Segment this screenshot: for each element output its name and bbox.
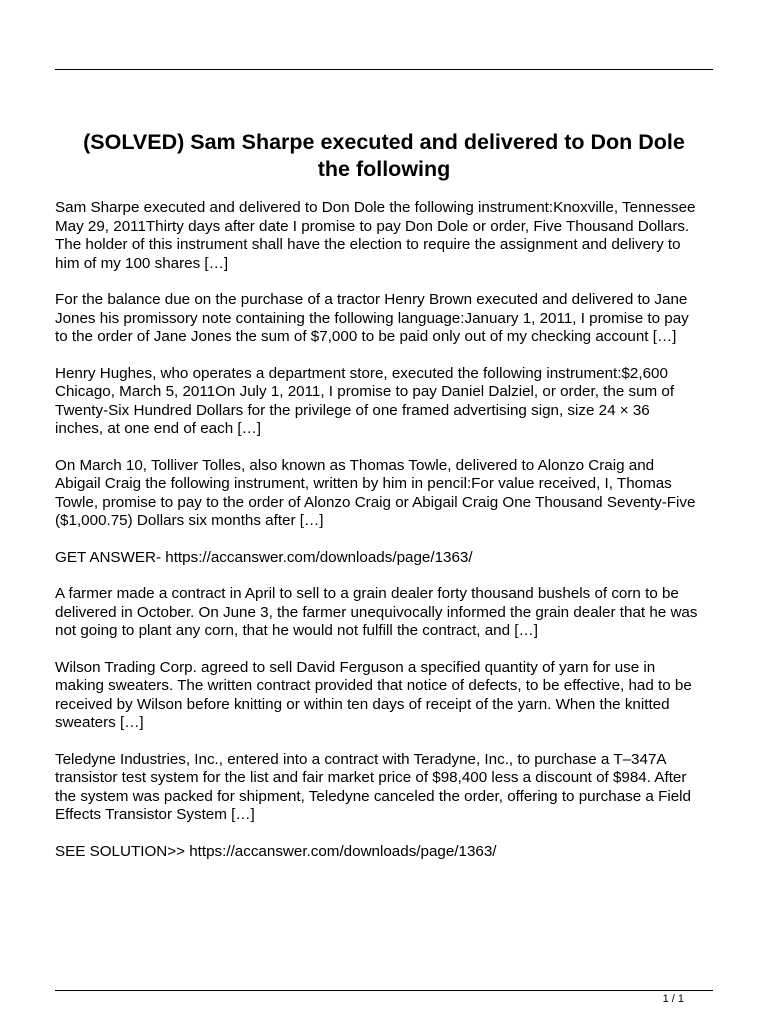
get-answer-link[interactable]: GET ANSWER- https://accanswer.com/downloads/page/1363/ [55,548,473,566]
title-line: (SOLVED) Sam Sharpe executed and delivered to Don Dole [83,130,685,154]
paragraph-wilson-trading [55,659,713,733]
title-line: the following [317,157,451,181]
paragraph-see-solution [55,843,713,862]
document-body [55,199,713,879]
header-rule [55,69,713,70]
text-line: Henry Hughes, who operates a department store, executed the following instrument:$2,600 [55,364,668,382]
text-line: On March 10, Tolliver Tolles, also known as Thomas Towle, delivered to Alonzo Craig and [55,456,655,474]
text-line: delivered in October. On June 3, the farmer unequivocally informed the grain dealer that he was [55,603,698,621]
paragraph-sam-sharpe [55,199,713,273]
text-line: For the balance due on the purchase of a tractor Henry Brown executed and delivered to Jane [55,291,688,308]
paragraph-tolliver-tolles [55,457,713,531]
text-line: The holder of this instrument shall have the election to require the assignment and delivery to [55,236,681,253]
text-line: Jones his promissory note containing the following language:January 1, 2011, I promise to pay [55,309,689,327]
text-line: Sam Sharpe executed and delivered to Don Dole the following instrument:Knoxville, Tennessee [55,199,696,216]
see-solution-link[interactable]: SEE SOLUTION>> https://accanswer.com/downloads/page/1363/ [55,842,497,860]
text-line: A farmer made a contract in April to sell to a grain dealer forty thousand bushels of corn to be [55,585,679,602]
text-line: Abigail Craig the following instrument, written by him in pencil:For value received, I, Thomas [55,475,672,492]
text-line: sweaters […] [55,714,144,731]
text-line: Teledyne Industries, Inc., entered into a contract with Teradyne, Inc., to purchase a T–347A [55,750,667,768]
text-line: to the order of Jane Jones the sum of $7,000 to be paid only out of my checking account […] [55,328,677,345]
paragraph-teledyne [55,751,713,825]
text-line: May 29, 2011Thirty days after date I promise to pay Don Dole or order, Five Thousand Dollars. [55,217,690,235]
text-line: Twenty-Six Hundred Dollars for the privilege of one framed advertising sign, size 24 × 36 [55,401,650,419]
text-line: received by Wilson before knitting or within ten days of receipt of the yarn. When the knitted [55,695,670,713]
footer-rule [55,990,713,991]
paragraph-henry-hughes [55,365,713,439]
text-line: the system was packed for shipment, Teledyne canceled the order, offering to purchase a Field [55,787,691,805]
text-line: inches, at one end of each […] [55,420,262,437]
text-line: transistor test system for the list and fair market price of $98,400 less a discount of $984. After [55,769,687,786]
paragraph-henry-brown [55,291,713,347]
text-line: him of my 100 shares […] [55,254,229,272]
page-number: 1 / 1 [662,993,684,1005]
text-line: making sweaters. The written contract provided that notice of defects, to be effective, had to be [55,677,692,694]
text-line: Effects Transistor System […] [55,806,255,823]
paragraph-get-answer [55,549,713,568]
text-line: Wilson Trading Corp. agreed to sell David Ferguson a specified quantity of yarn for use in [55,658,656,676]
text-line: Towle, promise to pay to the order of Alonzo Craig or Abigail Craig One Thousand Seventy-Five [55,493,696,511]
document-title [55,129,713,183]
paragraph-farmer [55,585,713,641]
text-line: ($1,000.75) Dollars six months after […] [55,512,324,529]
text-line: Chicago, March 5, 2011On July 1, 2011, I promise to pay Daniel Dalziel, or order, the sum of [55,383,675,400]
text-line: not going to plant any corn, that he would not fulfill the contract, and […] [55,622,538,639]
